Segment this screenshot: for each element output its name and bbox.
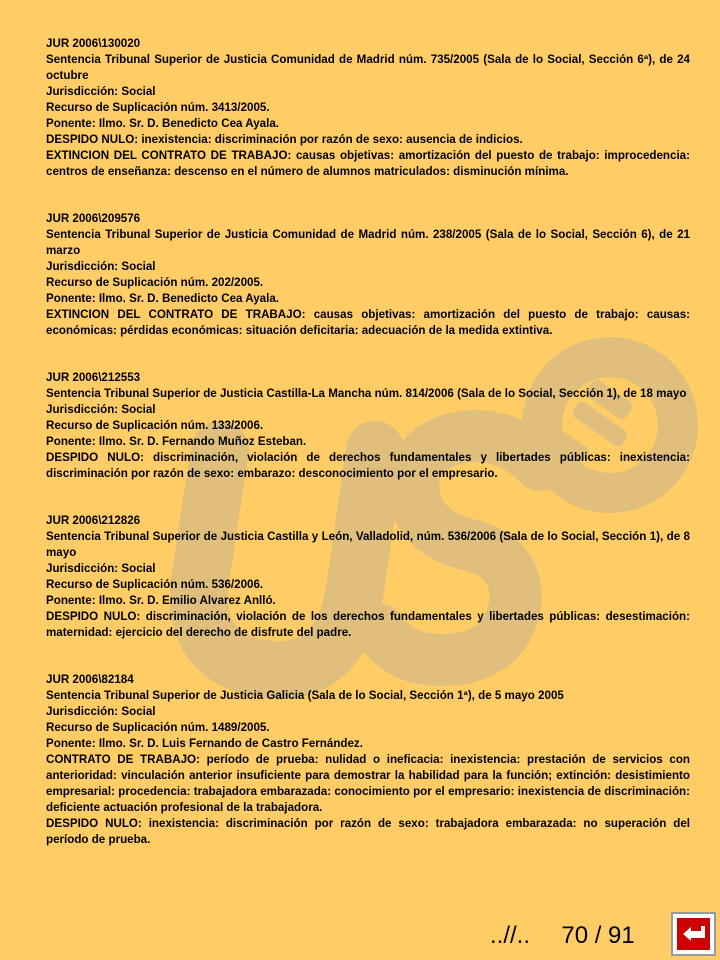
entry-jurisdiccion: Jurisdicción: Social (46, 705, 156, 718)
entry-ponente: Ponente: Ilmo. Sr. D. Luis Fernando de Castro Fernández. (46, 737, 363, 750)
entry-ponente: Ponente: Ilmo. Sr. D. Emilio Alvarez Anlló. (46, 594, 276, 607)
entry-title: Sentencia Tribunal Superior de Justicia Comunidad de Madrid núm. 238/2005 (Sala de lo Social, Sección 6), de 21 marzo (46, 228, 690, 257)
entry-ponente: Ponente: Ilmo. Sr. D. Benedicto Cea Ayala. (46, 117, 280, 130)
entry-jurisdiccion: Jurisdicción: Social (46, 260, 156, 273)
jur-entry (46, 370, 690, 482)
document-body (46, 36, 690, 879)
jur-entry (46, 672, 690, 848)
entry-recurso: Recurso de Suplicación núm. 202/2005. (46, 276, 264, 289)
jur-entry (46, 211, 690, 339)
jur-entry (46, 36, 690, 180)
entry-ponente: Ponente: Ilmo. Sr. D. Benedicto Cea Ayala. (46, 292, 280, 305)
entry-title: Sentencia Tribunal Superior de Justicia Galicia (Sala de lo Social, Sección 1ª), de 5 mayo 2005 (46, 689, 564, 702)
entry-id: JUR 2006\209576 (46, 212, 141, 225)
back-button[interactable] (671, 912, 716, 956)
page-footer (490, 922, 635, 950)
back-arrow-icon (681, 924, 707, 944)
page-number: 70 / 91 (561, 922, 635, 949)
entry-title: Sentencia Tribunal Superior de Justicia Castilla y León, Valladolid, núm. 536/2006 (Sala de lo Social, Sección 1), de 8 mayo (46, 530, 690, 559)
entry-recurso: Recurso de Suplicación núm. 536/2006. (46, 578, 264, 591)
entry-note: DESPIDO NULO: discriminación, violación de derechos fundamentales y libertades públicas: inexistencia: discriminación por razón de sexo: embarazo: desconocimiento por el empresario. (46, 451, 690, 480)
entry-id: JUR 2006\82184 (46, 673, 134, 686)
entry-recurso: Recurso de Suplicación núm. 1489/2005. (46, 721, 270, 734)
jur-entry (46, 513, 690, 641)
entry-note: DESPIDO NULO: inexistencia: discriminación por razón de sexo: trabajadora embarazada: no superación del período de prueba. (46, 817, 690, 846)
entry-id: JUR 2006\212553 (46, 371, 141, 384)
entry-note: EXTINCION DEL CONTRATO DE TRABAJO: causas objetivas: amortización del puesto de trabajo: causas: económicas: pérdidas económicas: situación deficitaria: adecuación de la medida extintiva. (46, 308, 690, 337)
entry-ponente: Ponente: Ilmo. Sr. D. Fernando Muñoz Esteban. (46, 435, 307, 448)
entry-note: DESPIDO NULO: inexistencia: discriminación por razón de sexo: ausencia de indicios. (46, 133, 523, 146)
entry-title: Sentencia Tribunal Superior de Justicia Castilla-La Mancha núm. 814/2006 (Sala de lo Social, Sección 1), de 18 mayo (46, 387, 687, 400)
entry-recurso: Recurso de Suplicación núm. 3413/2005. (46, 101, 270, 114)
continuation-mark: ..//.. (490, 922, 531, 949)
entry-jurisdiccion: Jurisdicción: Social (46, 403, 156, 416)
back-button-face[interactable] (677, 918, 710, 950)
entry-title: Sentencia Tribunal Superior de Justicia Comunidad de Madrid núm. 735/2005 (Sala de lo Social, Sección 6ª), de 24 octubre (46, 53, 690, 82)
entry-jurisdiccion: Jurisdicción: Social (46, 85, 156, 98)
entry-id: JUR 2006\130020 (46, 37, 141, 50)
entry-note: DESPIDO NULO: discriminación, violación de los derechos fundamentales y libertades públicas: desestimación: maternidad: ejercicio del derecho de disfrute del padre. (46, 610, 690, 639)
entry-id: JUR 2006\212826 (46, 514, 141, 527)
entry-jurisdiccion: Jurisdicción: Social (46, 562, 156, 575)
entry-note: EXTINCION DEL CONTRATO DE TRABAJO: causas objetivas: amortización del puesto de trabajo: improcedencia: centros de enseñanza: descenso en el número de alumnos matriculados: disminución mínima. (46, 149, 690, 178)
entry-recurso: Recurso de Suplicación núm. 133/2006. (46, 419, 264, 432)
entry-note: CONTRATO DE TRABAJO: período de prueba: nulidad o ineficacia: inexistencia: prestación de servicios con anterioridad: vinculación anterior insuficiente para demostrar la habilidad para la función; extinción: desistimiento empresarial: procedencia: trabajadora embarazada: conocimiento por el empresario: inexistencia de discriminación: deficiente actuación profesional de la trabajadora. (46, 753, 690, 814)
